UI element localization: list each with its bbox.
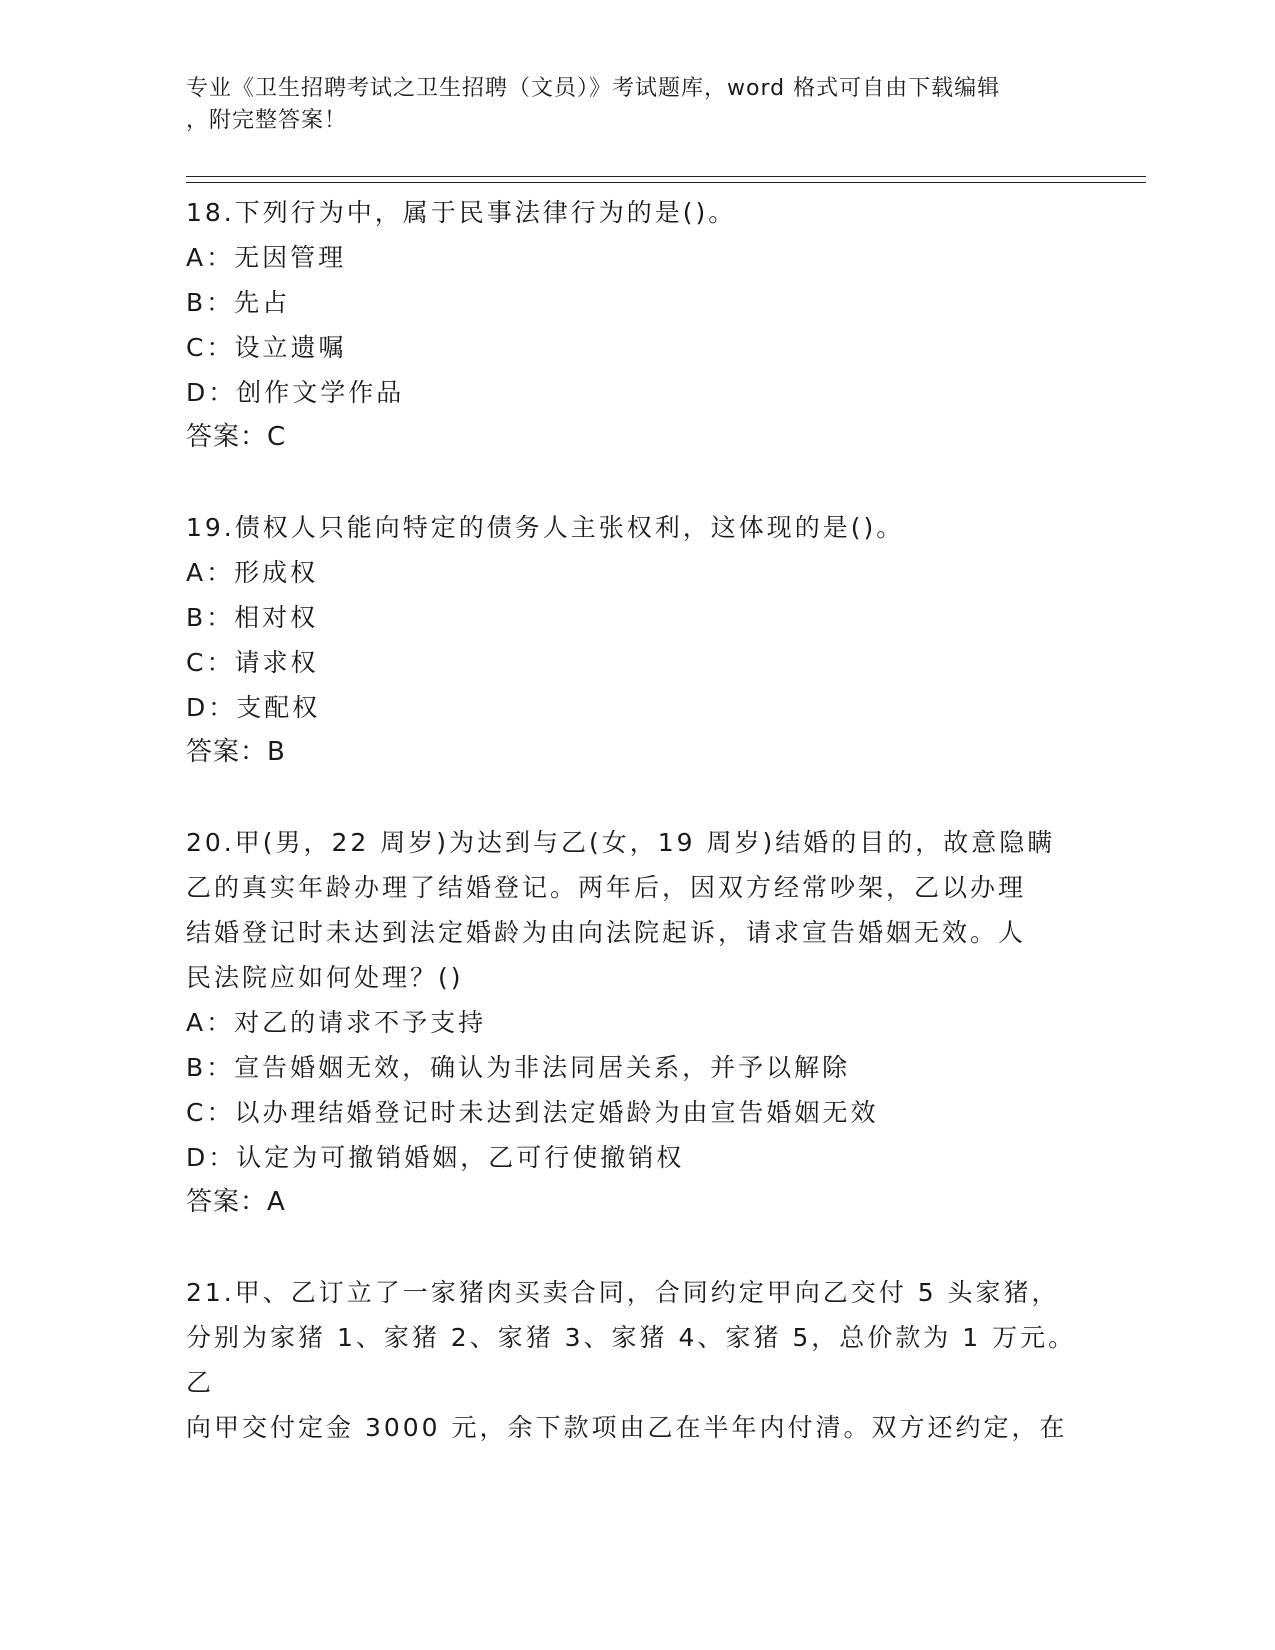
question-stem-line: 分别为家猪 1、家猪 2、家猪 3、家猪 4、家猪 5，总价款为 1 万元。乙 [186,1323,1077,1397]
question-20 [186,820,1086,1225]
question-stem: 18.下列行为中，属于民事法律行为的是()。 [186,198,737,227]
question-18 [186,190,1086,460]
question-stem-line: 21.甲、乙订立了一家猪肉买卖合同，合同约定甲向乙交付 5 头家猪， [186,1278,1060,1307]
option-d: D：支配权 [186,693,321,722]
question-list [186,190,1086,1450]
answer: 答案：A [186,1187,286,1217]
option-c: C：以办理结婚登记时未达到法定婚龄为由宣告婚姻无效 [186,1098,879,1127]
question-stem-line: 乙的真实年龄办理了结婚登记。两年后，因双方经常吵架，乙以办理 [186,873,1027,902]
spacer [186,1225,1086,1270]
question-stem-line: 结婚登记时未达到法定婚龄为由向法院起诉，请求宣告婚姻无效。人 [186,918,1027,947]
option-b: B：先占 [186,288,291,317]
spacer [186,460,1086,505]
answer: 答案：B [186,737,286,767]
header-divider-top [186,176,1146,177]
option-c: C：请求权 [186,648,319,677]
document-header [186,73,1066,137]
option-b: B：相对权 [186,603,319,632]
question-stem-line: 向甲交付定金 3000 元，余下款项由乙在半年内付清。双方还约定，在 [186,1413,1068,1442]
option-a: A：形成权 [186,558,319,587]
header-line-1: 专业《卫生招聘考试之卫生招聘（文员）》考试题库，word 格式可自由下载编辑 [186,76,1001,101]
question-21 [186,1270,1086,1450]
question-stem: 19.债权人只能向特定的债务人主张权利，这体现的是()。 [186,513,905,542]
option-a: A：无因管理 [186,243,347,272]
answer: 答案：C [186,422,287,452]
question-stem-line: 20.甲(男，22 周岁)为达到与乙(女，19 周岁)结婚的目的，故意隐瞒 [186,828,1056,857]
option-b: B：宣告婚姻无效，确认为非法同居关系，并予以解除 [186,1053,851,1082]
option-d: D：认定为可撤销婚姻，乙可行使撤销权 [186,1143,685,1172]
header-divider-bottom [186,182,1146,183]
question-stem-line: 民法院应如何处理？() [186,963,464,992]
header-line-2: ，附完整答案！ [186,108,348,133]
question-19 [186,505,1086,775]
option-a: A：对乙的请求不予支持 [186,1008,487,1037]
spacer [186,775,1086,820]
option-d: D：创作文学作品 [186,378,405,407]
option-c: C：设立遗嘱 [186,333,347,362]
